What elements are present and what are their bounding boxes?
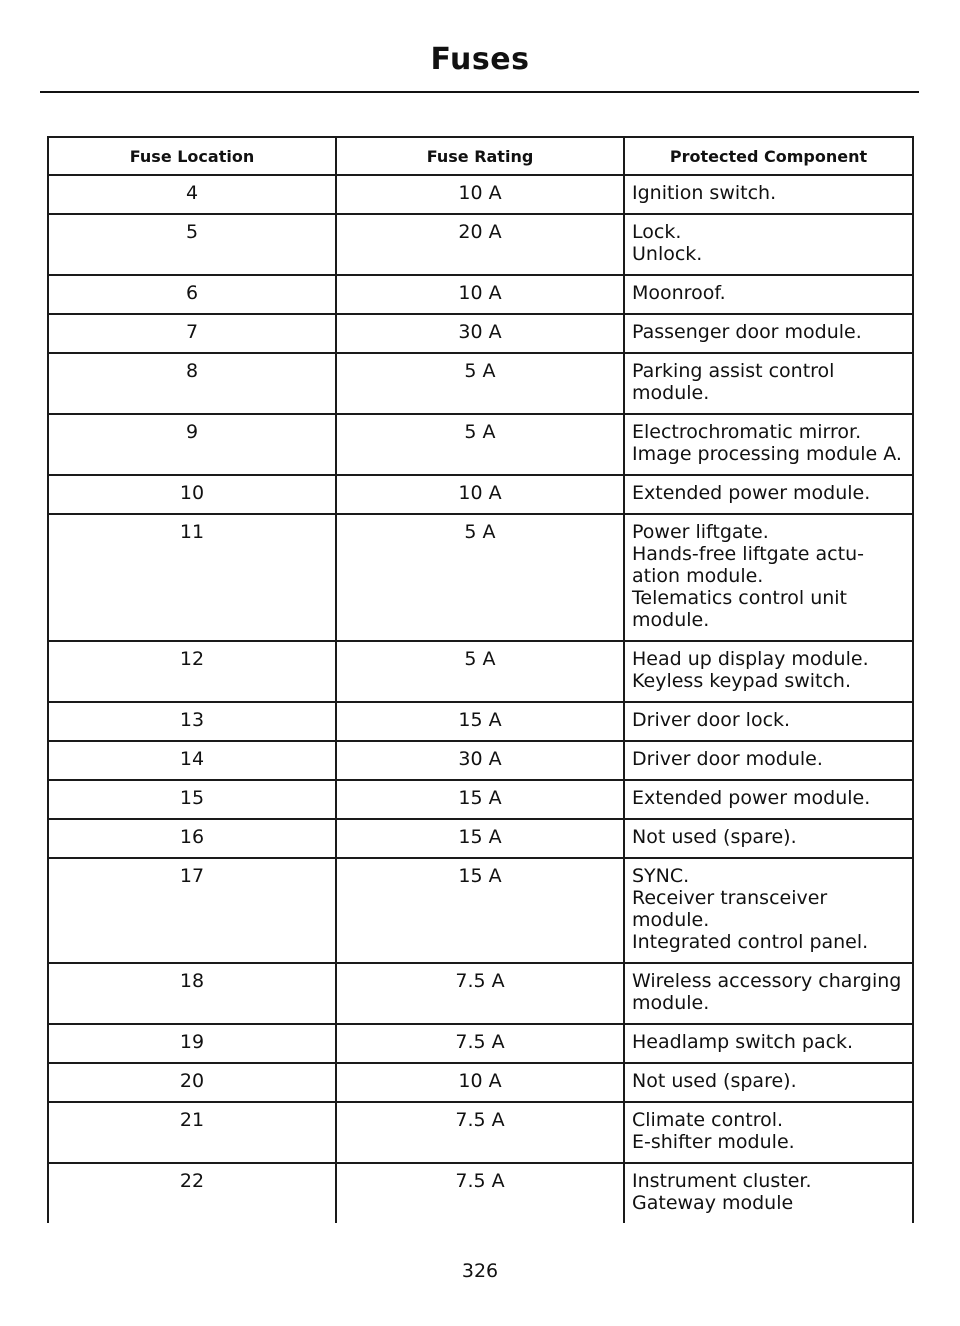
component-line: Ignition switch. — [632, 182, 777, 204]
table-row — [48, 1024, 913, 1063]
protected-component-cell — [624, 1063, 913, 1102]
table-row — [48, 514, 913, 641]
protected-component-cell — [624, 963, 913, 1024]
table-row — [48, 741, 913, 780]
component-line: Instrument cluster. — [632, 1170, 812, 1192]
fuse-location-cell: 10 — [48, 475, 336, 514]
fuse-location-cell: 12 — [48, 641, 336, 702]
table-row — [48, 475, 913, 514]
page-number: 326 — [461, 1260, 499, 1282]
component-line: Gateway module — [632, 1192, 794, 1214]
fuse-location-cell: 4 — [48, 175, 336, 214]
table-row — [48, 780, 913, 819]
fuse-rating-cell: 30 A — [336, 741, 624, 780]
fuse-rating-cell: 15 A — [336, 702, 624, 741]
component-line: Headlamp switch pack. — [632, 1031, 854, 1053]
fuse-location-cell: 13 — [48, 702, 336, 741]
fuse-location-cell: 18 — [48, 963, 336, 1024]
fuse-location-cell: 14 — [48, 741, 336, 780]
component-line: Wireless accessory charging — [632, 970, 902, 992]
fuse-rating-cell: 15 A — [336, 780, 624, 819]
component-line: Keyless keypad switch. — [632, 670, 852, 692]
title-divider — [40, 91, 919, 93]
header-fuse-rating: Fuse Rating — [336, 137, 624, 175]
fuse-location-cell: 5 — [48, 214, 336, 275]
table-row — [48, 1102, 913, 1163]
component-line: Lock. — [632, 221, 682, 243]
fuse-location-cell: 20 — [48, 1063, 336, 1102]
component-line: Driver door module. — [632, 748, 823, 770]
fuse-rating-cell: 10 A — [336, 475, 624, 514]
table-body — [48, 175, 913, 1223]
protected-component-cell — [624, 741, 913, 780]
fuse-location-cell: 8 — [48, 353, 336, 414]
table-row — [48, 175, 913, 214]
header-protected-component: Protected Component — [624, 137, 913, 175]
protected-component-cell — [624, 214, 913, 275]
component-line: Telematics control unit — [632, 587, 848, 609]
fuse-rating-cell: 5 A — [336, 414, 624, 475]
fuse-rating-cell: 10 A — [336, 1063, 624, 1102]
component-line: Driver door lock. — [632, 709, 791, 731]
component-line: module. — [632, 382, 710, 404]
fuse-rating-cell: 15 A — [336, 819, 624, 858]
fuse-rating-cell: 5 A — [336, 353, 624, 414]
table-row — [48, 414, 913, 475]
protected-component-cell — [624, 1024, 913, 1063]
fuse-location-cell: 11 — [48, 514, 336, 641]
fuse-location-cell: 21 — [48, 1102, 336, 1163]
component-line: Image processing module A. — [632, 443, 902, 465]
table-row — [48, 819, 913, 858]
component-line: Head up display module. — [632, 648, 869, 670]
protected-component-cell — [624, 475, 913, 514]
table-row — [48, 1163, 913, 1223]
component-line: SYNC. — [632, 865, 690, 887]
component-line: Extended power module. — [632, 787, 871, 809]
fuse-rating-cell: 15 A — [336, 858, 624, 963]
table-row — [48, 702, 913, 741]
component-line: Parking assist control — [632, 360, 835, 382]
fuse-location-cell: 15 — [48, 780, 336, 819]
component-line: Moonroof. — [632, 282, 726, 304]
component-line: Extended power module. — [632, 482, 871, 504]
protected-component-cell — [624, 1163, 913, 1223]
component-line: Passenger door module. — [632, 321, 862, 343]
component-line: module. — [632, 992, 710, 1014]
component-line: Power liftgate. — [632, 521, 769, 543]
fuse-location-cell: 6 — [48, 275, 336, 314]
fuse-rating-cell: 10 A — [336, 175, 624, 214]
protected-component-cell — [624, 175, 913, 214]
component-line: ation module. — [632, 565, 764, 587]
component-line: Climate control. — [632, 1109, 784, 1131]
fuse-location-cell: 17 — [48, 858, 336, 963]
table-row — [48, 314, 913, 353]
protected-component-cell — [624, 1102, 913, 1163]
fuse-rating-cell: 7.5 A — [336, 1102, 624, 1163]
fuse-location-cell: 9 — [48, 414, 336, 475]
protected-component-cell — [624, 353, 913, 414]
fuse-rating-cell: 7.5 A — [336, 963, 624, 1024]
protected-component-cell — [624, 641, 913, 702]
protected-component-cell — [624, 819, 913, 858]
component-line: module. — [632, 609, 710, 631]
component-line: module. — [632, 909, 710, 931]
fuse-rating-cell: 10 A — [336, 275, 624, 314]
fuse-table — [47, 136, 914, 1223]
component-line: E-shifter module. — [632, 1131, 795, 1153]
fuse-rating-cell: 5 A — [336, 641, 624, 702]
protected-component-cell — [624, 780, 913, 819]
table-row — [48, 963, 913, 1024]
table-row — [48, 641, 913, 702]
component-line: Hands-free liftgate actu- — [632, 543, 864, 565]
fuse-location-cell: 16 — [48, 819, 336, 858]
fuse-rating-cell: 5 A — [336, 514, 624, 641]
fuse-location-cell: 7 — [48, 314, 336, 353]
table-header-row — [48, 137, 913, 175]
fuse-rating-cell: 30 A — [336, 314, 624, 353]
fuse-rating-cell: 7.5 A — [336, 1024, 624, 1063]
protected-component-cell — [624, 414, 913, 475]
fuse-rating-cell: 7.5 A — [336, 1163, 624, 1223]
protected-component-cell — [624, 514, 913, 641]
fuse-location-cell: 19 — [48, 1024, 336, 1063]
table-row — [48, 1063, 913, 1102]
protected-component-cell — [624, 275, 913, 314]
fuse-rating-cell: 20 A — [336, 214, 624, 275]
component-line: Not used (spare). — [632, 826, 797, 848]
table-row — [48, 214, 913, 275]
table-row — [48, 858, 913, 963]
component-line: Electrochromatic mirror. — [632, 421, 862, 443]
component-line: Not used (spare). — [632, 1070, 797, 1092]
page-title: Fuses — [430, 42, 530, 77]
table-row — [48, 275, 913, 314]
protected-component-cell — [624, 314, 913, 353]
protected-component-cell — [624, 858, 913, 963]
header-fuse-location: Fuse Location — [48, 137, 336, 175]
component-line: Integrated control panel. — [632, 931, 869, 953]
component-line: Receiver transceiver — [632, 887, 828, 909]
table-row — [48, 353, 913, 414]
fuse-location-cell: 22 — [48, 1163, 336, 1223]
component-line: Unlock. — [632, 243, 703, 265]
protected-component-cell — [624, 702, 913, 741]
